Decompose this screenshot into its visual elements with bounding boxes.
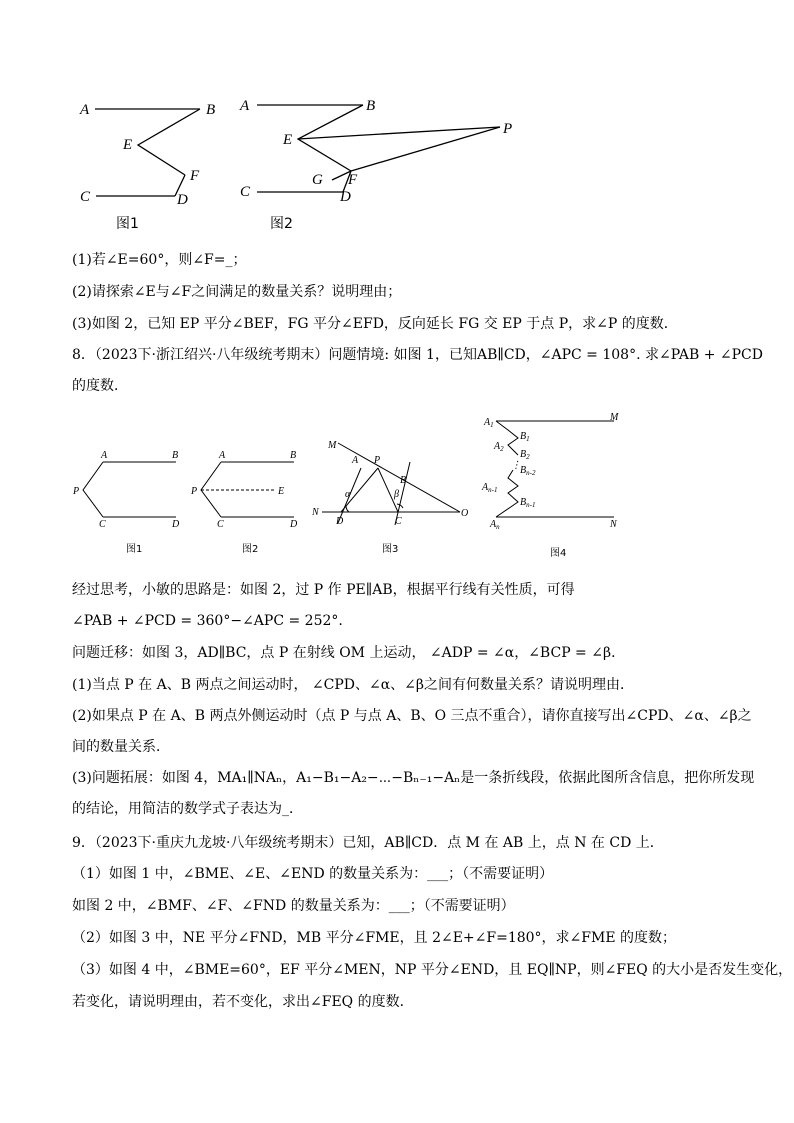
label-F: F — [348, 172, 358, 188]
label-B2: $B_2$ — [520, 449, 530, 461]
label-B1: $B_1$ — [520, 431, 530, 443]
label-N: N — [610, 519, 617, 530]
label-C: C — [99, 519, 106, 530]
problem9-q3-1: （3）如图 4 中，∠BME=60°，EF 平分∠MEN，NP 平分∠END，且 EQ∥NP，则∠FEQ 的大小是否发生变化， — [72, 962, 793, 978]
label-D: D — [290, 519, 298, 530]
label-E: E — [123, 137, 133, 153]
label-Bn-2: $B_{n-2}$ — [520, 465, 536, 477]
figure-caption: 图4 — [550, 548, 567, 559]
label-P: P — [191, 486, 198, 497]
problem9-q3-2: 若变化，请说明理由，若不变化，求出∠FEQ 的度数． — [72, 994, 414, 1010]
label-F: F — [190, 168, 200, 184]
problem7-q1: (1)若∠E=60°，则∠F=_； — [72, 252, 247, 268]
label-P: P — [374, 455, 381, 466]
label-alpha: α — [345, 489, 351, 500]
problem8-think-2: ∠PAB + ∠PCD = 360°−∠APC = 252°. — [72, 613, 343, 629]
label-A1: $A_1$ — [484, 417, 494, 429]
problem9-q1a: （1）如图 1 中，∠BME、∠E、∠END 的数量关系为：___；（不需要证明） — [72, 866, 554, 882]
label-B: B — [400, 475, 407, 486]
label-O: O — [461, 508, 469, 519]
problem8-q2-1: (2)如果点 P 在 A、B 两点外侧运动时（点 P 与点 A、B、O 三点不重合），请你直接写出∠CPD、∠α、∠β之 — [72, 708, 752, 724]
label-E: E — [278, 486, 285, 497]
label-E: E — [283, 132, 293, 148]
problem8-think-1: 经过思考，小敏的思路是：如图 2，过 P 作 PE∥AB，根据平行线有关性质，可得 — [72, 582, 575, 598]
problem9-q1b: 如图 2 中，∠BMF、∠F、∠FND 的数量关系为：___；（不需要证明） — [72, 898, 515, 914]
label-An: $A_n$ — [490, 519, 500, 531]
label-P: P — [503, 121, 513, 137]
label-A: A — [101, 450, 108, 461]
problem8-q2-2: 间的数量关系． — [72, 739, 170, 755]
label-C: C — [80, 189, 91, 205]
label-A2: $A_2$ — [494, 441, 504, 453]
label-C: C — [240, 184, 251, 200]
label-B: B — [366, 98, 376, 114]
problem8-intro-1: 8．（2023下·浙江绍兴·八年级统考期末）问题情境: 如图 1，已知AB∥CD，∠APC = 108°. 求∠PAB + ∠PCD — [72, 347, 763, 363]
figure-8-2 — [188, 445, 308, 560]
label-B: B — [172, 450, 179, 461]
figure-8-1 — [70, 445, 190, 560]
label-A: A — [240, 98, 250, 114]
label-N: N — [312, 507, 319, 518]
label-A: A — [219, 450, 226, 461]
figure-caption: 图2 — [242, 544, 259, 555]
label-M: M — [328, 440, 337, 451]
label-B: B — [290, 450, 297, 461]
label-D: D — [336, 516, 344, 527]
label-P: P — [73, 486, 80, 497]
problem9-q2: （2）如图 3 中，NE 平分∠FND，MB 平分∠FME，且 2∠E+∠F=180°，求∠FME 的度数； — [72, 930, 677, 946]
vertical-dots: ⋮ — [511, 460, 521, 471]
problem8-migrate: 问题迁移：如图 3，AD∥BC，点 P 在射线 OM 上运动， ∠ADP = ∠α，∠BCP = ∠β． — [72, 645, 626, 661]
label-B: B — [206, 102, 216, 118]
figure-caption: 图1 — [126, 544, 143, 555]
problem8-intro-2: 的度数． — [72, 378, 128, 394]
label-D: D — [172, 519, 180, 530]
problem8-q1: (1)当点 P 在 A、B 两点之间运动时， ∠CPD、∠α、∠β之间有何数量关系？请说明理由． — [72, 677, 634, 693]
figure-8-3 — [310, 432, 480, 560]
label-D: D — [340, 189, 351, 205]
figure-8-4 — [478, 410, 638, 560]
problem8-q3-2: 的结论，用简洁的数学式子表达为_． — [72, 801, 303, 817]
figure-caption: 图3 — [382, 544, 399, 555]
problem9-intro: 9．（2023下·重庆九龙坡·八年级统考期末）已知，AB∥CD．点 M 在 AB 上，点 N 在 CD 上． — [72, 835, 664, 851]
label-G: G — [312, 172, 323, 188]
problem7-q3: (3)如图 2，已知 EP 平分∠BEF，FG 平分∠EFD，反向延长 FG 交 EP 于点 P，求∠P 的度数． — [72, 316, 678, 332]
problem7-q2: (2)请探索∠E与∠F之间满足的数量关系？说明理由； — [72, 284, 402, 300]
label-C: C — [217, 519, 224, 530]
label-An-1: $A_{n-1}$ — [482, 482, 498, 494]
figure-1-top — [70, 92, 240, 242]
figure-2-top — [230, 92, 530, 242]
label-A: A — [80, 102, 90, 118]
label-M: M — [610, 412, 619, 423]
figure-caption: 图2 — [270, 216, 293, 232]
problem8-q3-1: (3)问题拓展：如图 4，MA₁∥NAₙ，A₁−B₁−A₂−⋯−Bₙ₋₁−Aₙ是一条折线段，依据此图所含信息，把你所发现 — [72, 770, 755, 786]
figure-caption: 图1 — [116, 216, 139, 232]
label-Bn-1: $B_{n-1}$ — [520, 497, 536, 509]
label-D: D — [177, 192, 188, 208]
label-A: A — [352, 455, 359, 466]
label-C: C — [395, 516, 402, 527]
label-beta: β — [394, 489, 399, 500]
